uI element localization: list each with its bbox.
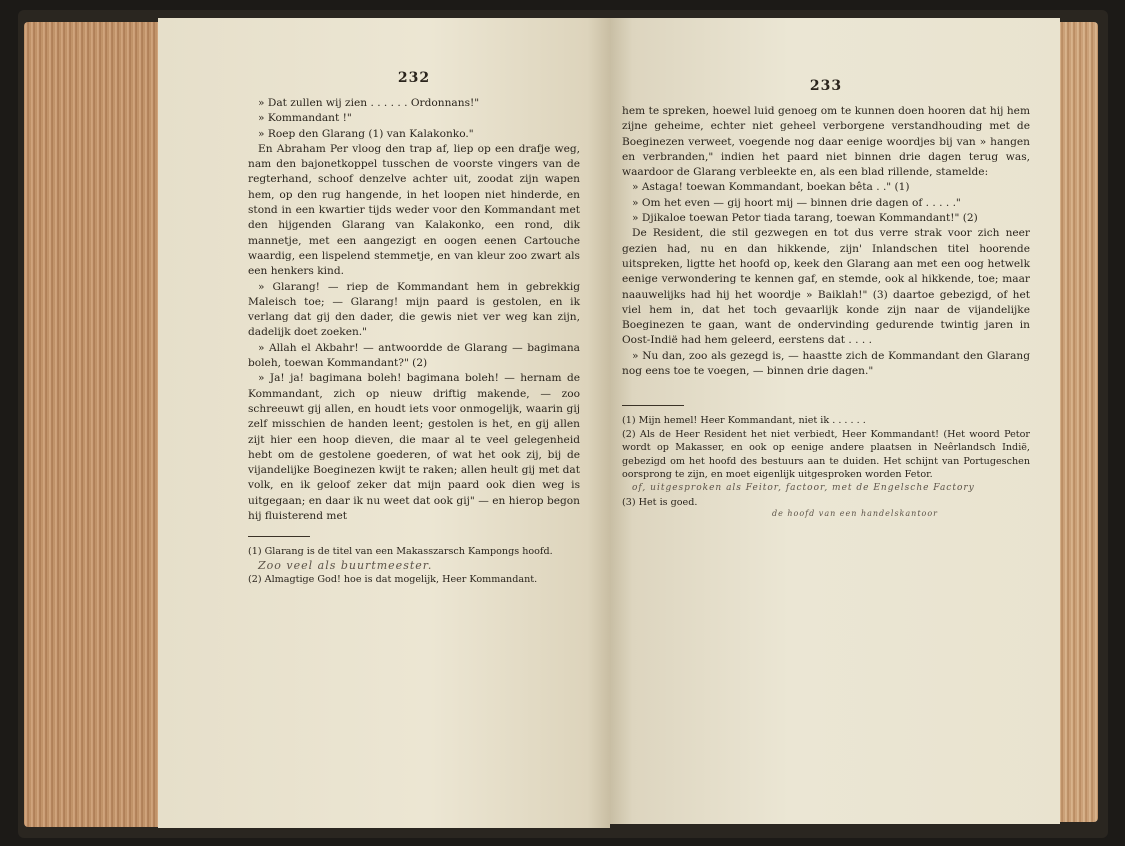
- paragraph: » Astaga! toewan Kommandant, boekan bêta . ." (1): [632, 181, 910, 194]
- footnote-divider: [248, 536, 310, 537]
- footnote: (1) Mijn hemel! Heer Kommandant, niet ik . . . . . .: [622, 415, 866, 427]
- paragraph: » Glarang! — riep de Kommandant hem in gebrekkig Maleisch toe; — Glarang! mijn paard is gestolen, en ik verlang dat gij den dader, die gewis niet ver weg kan zijn, dadelijk doet zoeken.": [248, 280, 580, 339]
- left-footnotes: [248, 545, 580, 586]
- footnote: (2) Als de Heer Resident het niet verbiedt, Heer Kommandant! (Het woord Petor wordt op Makasser, en ook op eenige andere plaatsen in Neêrlandsch Indië, gebezigd om het hoofd des bestuurs aan te duiden. Het schijnt van Portugeschen oorsprong te zijn, en moet eigenlijk uitgesproken worden Fetor.: [622, 428, 1030, 480]
- page-edges-right: [1058, 22, 1098, 822]
- right-page-body: [622, 104, 1030, 379]
- paragraph: En Abraham Per vloog den trap af, liep op een drafje weg, nam den bajonetkoppel tusschen de voorste vingers van de regterhand, schoof denzelve achter uit, zoodat zijn wapen hem, op den rug hangende, in het loopen niet hinderde, en stond in een kwartier tijds weder voor den Kommandant met den hijgenden Glarang van Kalakonko, een rond, dik mannetje, met een aangezigt en oogen eenen Cartouche waardig, een lispelend stemmetje, en van kleur zoo zwart als een henkers kind.: [248, 142, 580, 278]
- paragraph: » Allah el Akbahr! — antwoordde de Glarang — bagimana boleh, toewan Kommandant?" (2): [248, 341, 580, 370]
- paragraph: » Kommandant !": [258, 112, 352, 125]
- paragraph: » Dat zullen wij zien . . . . . . Ordonnans!": [258, 97, 480, 109]
- page-number-right: 233: [809, 78, 843, 94]
- paragraph: » Om het even — gij hoort mij — binnen drie dagen of . . . . .": [632, 196, 961, 209]
- paragraph: De Resident, die stil gezwegen en tot dus verre strak voor zich neer gezien had, nu en dan hikkende, zijn' Inlandschen titel hoorende uitspreken, ligtte het hoofd op, keek den Glarang aan met een oog hetwelk eenige verwondering te kennen gaf, en stemde, ook al hikkende, toe; maar naauwelijks had hij het woordje » Baiklah!" (3) daartoe gebezigd, of het viel hem in, dat het toch gevaarlijk konde zijn naar de vijandelijke Boeginezen te gaan, want de ondervinding gedurende twintig jaren in Oost-Indië had hem geleerd, eerstens dat . . . .: [622, 227, 1030, 347]
- right-footnotes: [622, 414, 1030, 520]
- left-page: [158, 18, 610, 828]
- paragraph: hem te spreken, hoewel luid genoeg om te kunnen doen hooren dat hij hem zijne geheime, echter niet geheel verborgene verstandhouding met de Boeginezen verweet, voegende nog daar eenige woordjes bij van » hangen en verbranden," indien het paard niet binnen drie dagen terug was, waardoor de Glarang verbleekte en, als een blad rillende, stamelde:: [622, 105, 1030, 179]
- page-edges-left: [24, 22, 164, 827]
- right-page: [610, 18, 1060, 824]
- handwritten-annotation: of, uitgesproken als Feitor, factoor, met de Engelsche Factory: [632, 483, 975, 494]
- paragraph: » Ja! ja! bagimana boleh! bagimana boleh! — hernam de Kommandant, zich op nieuw driftig makende, — zoo schreeuwt gij allen, en houdt iets voor onmogelijk, waarin gij zelf misschien de handen leent; gestolen is het, en gij allen zijt hier een hoop dieven, die maar al te veel gelegenheid hebt om de gestolene goederen, of wat het ook zij, bij de vijandelijke Boeginezen kwijt te raken; allen heult gij met dat volk, en ik geloof zeker dat mijn paard ook dien weg is uitgegaan; en daar ik nu weet dat ook gij" — en hierop begon hij fluisterend met: [248, 372, 580, 523]
- handwritten-annotation: Zoo veel als buurtmeester.: [258, 558, 433, 572]
- paragraph: » Djikaloe toewan Petor tiada tarang, toewan Kommandant!" (2): [632, 212, 978, 225]
- handwritten-annotation: de hoofd van een handelskantoor: [772, 509, 938, 519]
- footnote: (1) Glarang is de titel van een Makasszarsch Kampongs hoofd.: [248, 546, 553, 558]
- footnote: (3) Het is goed.: [622, 496, 698, 508]
- paragraph: » Nu dan, zoo als gezegd is, — haastte zich de Kommandant den Glarang nog eens toe te voegen, — binnen drie dagen.": [622, 349, 1030, 378]
- left-page-body: [248, 96, 580, 524]
- footnote: (2) Almagtige God! hoe is dat mogelijk, Heer Kommandant.: [248, 574, 538, 586]
- page-number-left: 232: [397, 70, 431, 86]
- paragraph: » Roep den Glarang (1) van Kalakonko.": [258, 127, 474, 140]
- footnote-divider: [622, 405, 684, 406]
